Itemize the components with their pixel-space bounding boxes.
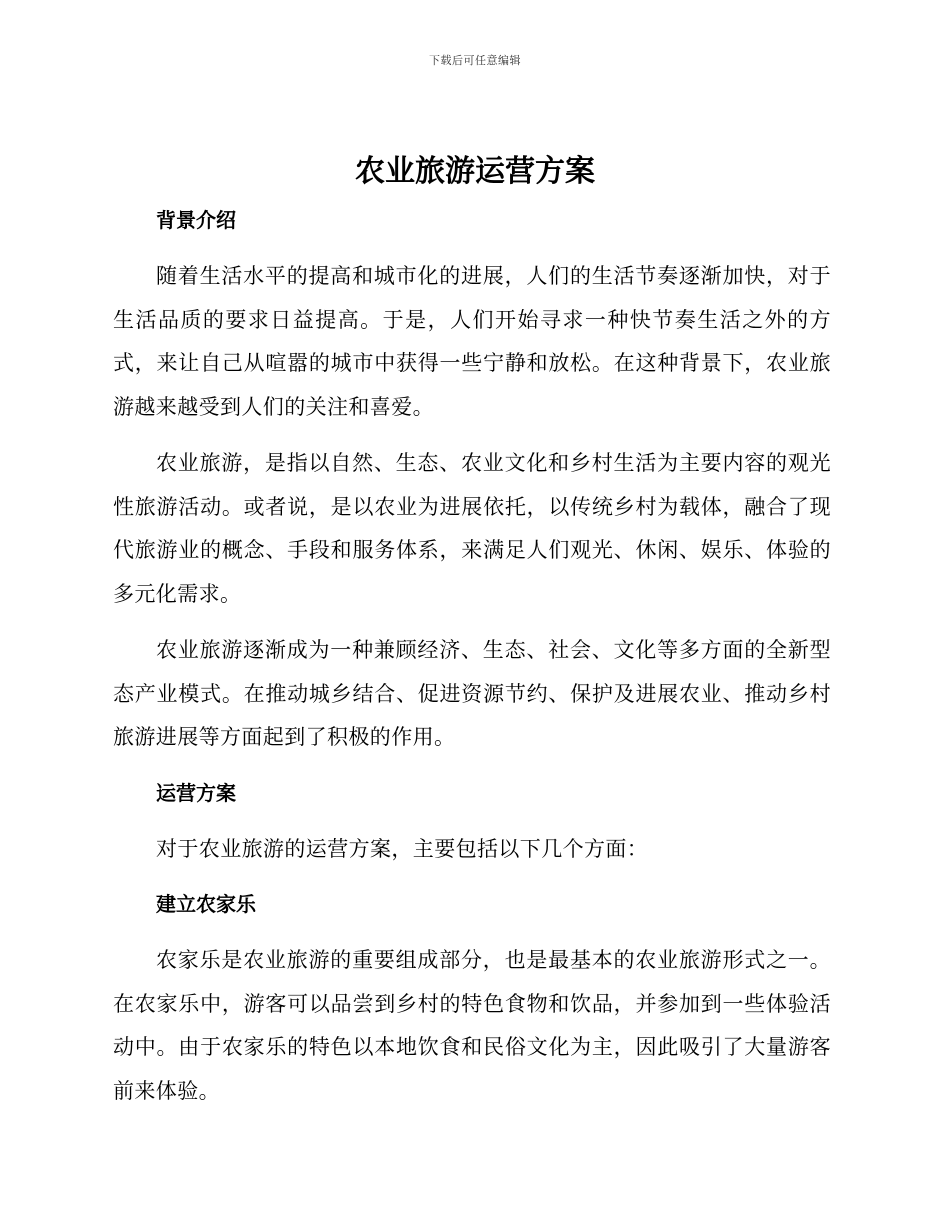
paragraph: 农业旅游逐渐成为一种兼顾经济、生态、社会、文化等多方面的全新型态产业模式。在推动城乡结合、促进资源节约、保护及进展农业、推动乡村旅游进展等方面起到了积极的作用。 (113, 638, 831, 749)
section-heading-operation: 运营方案 (156, 780, 236, 805)
header-note: 下载后可任意编辑 (429, 54, 521, 67)
paragraph: 随着生活水平的提高和城市化的进展，人们的生活节奏逐渐加快，对于生活品质的要求日益提高。于是，人们开始寻求一种快节奏生活之外的方式，来让自己从喧嚣的城市中获得一些宁静和放松。在这种背景下，农业旅游越来越受到人们的关注和喜爱。 (113, 264, 831, 419)
paragraph: 农家乐是农业旅游的重要组成部分，也是最基本的农业旅游形式之一。在农家乐中，游客可以品尝到乡村的特色食物和饮品，并参加到一些体验活动中。由于农家乐的特色以本地饮食和民俗文化为主，因此吸引了大量游客前来体验。 (113, 948, 831, 1103)
page-title: 农业旅游运营方案 (355, 154, 595, 189)
section-heading-farmhouse: 建立农家乐 (156, 892, 256, 916)
section-heading-background: 背景介绍 (156, 208, 236, 232)
document-body (113, 200, 831, 1126)
paragraph: 对于农业旅游的运营方案，主要包括以下几个方面： (156, 836, 649, 861)
paragraph: 农业旅游，是指以自然、生态、农业文化和乡村生活为主要内容的观光性旅游活动。或者说，是以农业为进展依托，以传统乡村为载体，融合了现代旅游业的概念、手段和服务体系，来满足人们观光、休闲、娱乐、体验的多元化需求。 (113, 451, 831, 606)
